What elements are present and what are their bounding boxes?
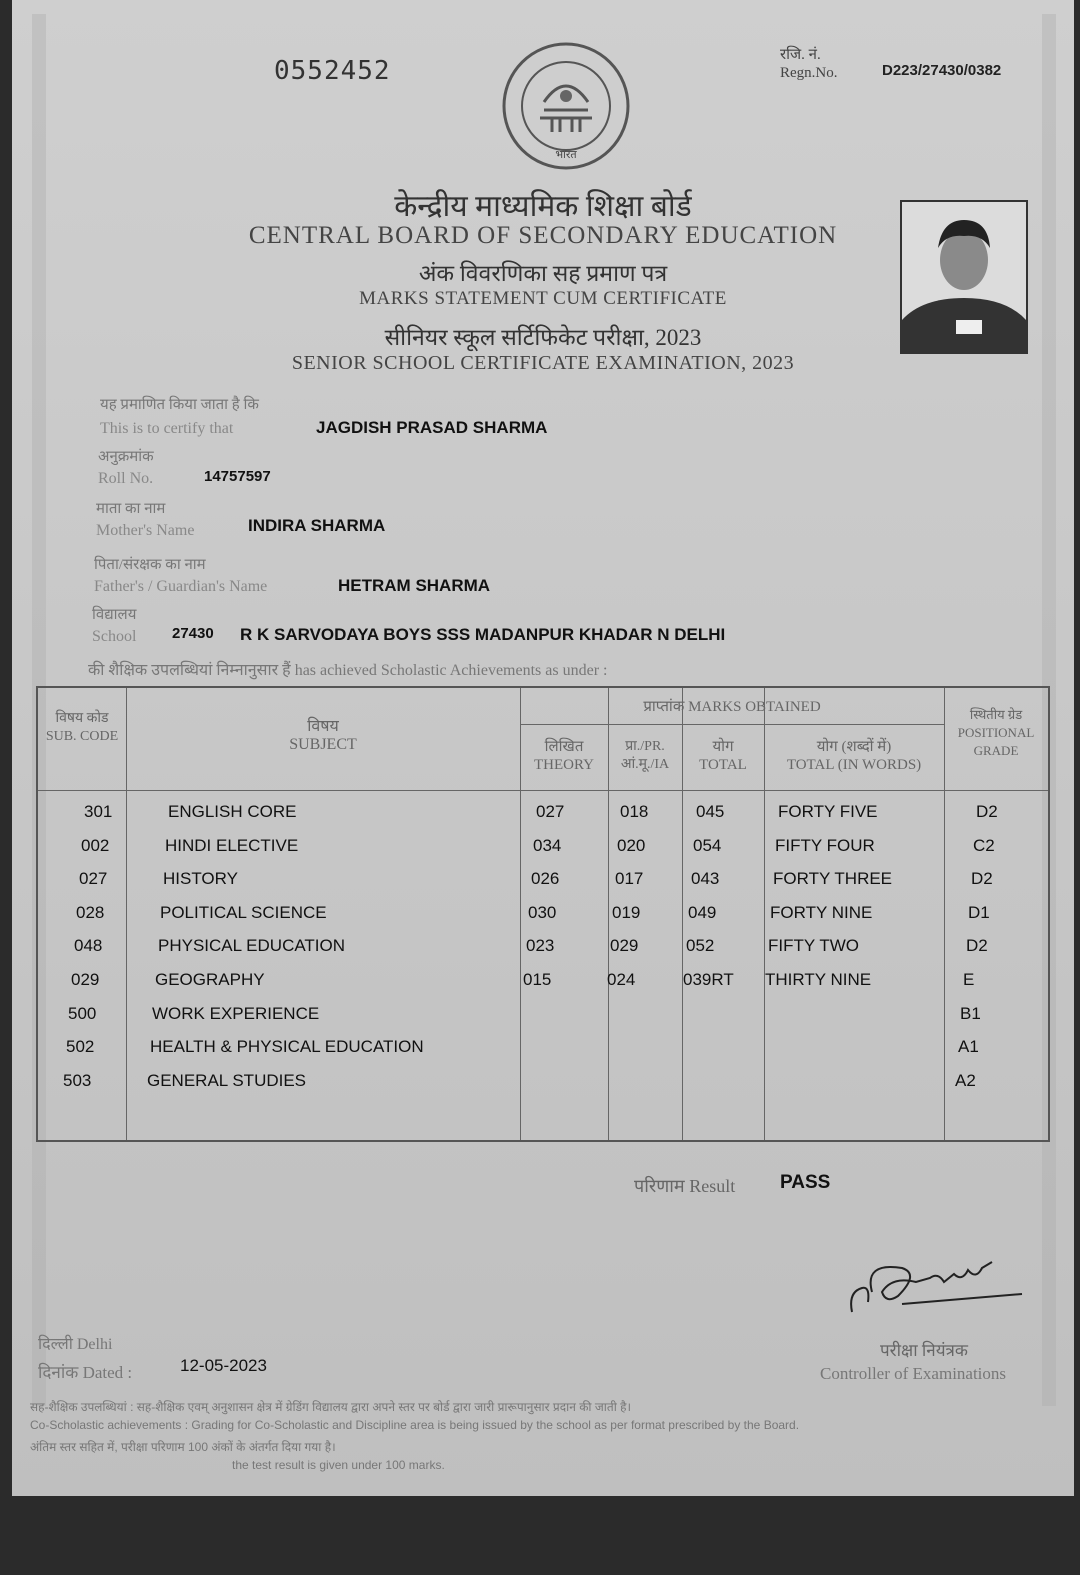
father-name: HETRAM SHARMA (338, 576, 491, 595)
board-name-english: CENTRAL BOARD OF SECONDARY EDUCATION (248, 222, 838, 249)
cell-words: THIRTY NINE (765, 970, 872, 989)
table-row (38, 998, 1048, 1031)
regn-label-en: Regn.No. (780, 65, 838, 81)
dated-label: दिनांक Dated : (38, 1363, 133, 1382)
cell-subject: PHYSICAL EDUCATION (158, 936, 346, 956)
roll-number: 14757597 (204, 468, 271, 485)
controller-title-english: Controller of Examinations (820, 1364, 1007, 1383)
statement-title-hindi: अंक विवरणिका सह प्रमाण पत्र (418, 261, 668, 286)
school-name: R K SARVODAYA BOYS SSS MADANPUR KHADAR N DELHI (240, 625, 726, 644)
table-row (38, 1031, 1048, 1064)
certify-label-english: This is to certify that (100, 420, 234, 437)
table-row (38, 1065, 1048, 1098)
cell-pr: 029 (610, 936, 639, 956)
cell-subject: WORK EXPERIENCE (152, 1003, 320, 1023)
cell-code: 028 (76, 902, 105, 922)
achievements-line (88, 658, 607, 680)
certify-label-hindi: यह प्रमाणित किया जाता है कि (100, 397, 259, 413)
achievements-hindi: की शैक्षिक उपलब्धियां निम्नानुसार हैं (88, 662, 291, 679)
cell-code: 002 (81, 835, 110, 855)
cell-theory: 030 (528, 902, 557, 922)
school-code: 27430 (172, 625, 214, 642)
cell-grade: C2 (973, 835, 995, 855)
cell-words: FORTY FIVE (778, 802, 878, 821)
cell-code: 502 (66, 1037, 95, 1057)
cell-words: FORTY THREE (773, 869, 893, 889)
table-row (38, 796, 1048, 829)
cell-words: FORTY NINE (770, 902, 873, 922)
cell-total: 045 (696, 802, 725, 821)
person-icon (902, 202, 1026, 352)
cell-code: 048 (74, 936, 103, 956)
table-row (38, 830, 1048, 863)
cell-total: 043 (691, 869, 720, 889)
controller-title-hindi: परीक्षा नियंत्रक (880, 1341, 968, 1360)
cell-total: 049 (688, 902, 717, 922)
table-row (38, 897, 1048, 930)
cell-theory: 015 (523, 970, 552, 989)
marks-certificate (12, 0, 1074, 1496)
candidate-name: JAGDISH PRASAD SHARMA (316, 418, 548, 437)
cell-theory: 026 (531, 869, 560, 889)
cell-code: 503 (63, 1070, 92, 1090)
table-row (38, 930, 1048, 963)
serial-number: 0552452 (274, 56, 391, 86)
cell-grade: B1 (960, 1003, 981, 1023)
cell-grade: D1 (968, 902, 990, 922)
cell-code: 500 (68, 1003, 97, 1023)
cell-total: 039RT (683, 970, 734, 989)
cell-grade: D2 (976, 802, 998, 821)
header-theory: लिखित THEORY (534, 739, 594, 773)
header-marks-obtained: प्राप्तांक MARKS OBTAINED (643, 699, 821, 715)
regn-label (780, 46, 838, 82)
father-label-english: Father's / Guardian's Name (94, 578, 268, 595)
cbse-emblem-icon (500, 40, 632, 172)
controller-signature (842, 1252, 1032, 1322)
cell-code: 029 (71, 970, 100, 989)
cell-subject: HEALTH & PHYSICAL EDUCATION (150, 1037, 424, 1057)
cell-pr: 019 (612, 902, 641, 922)
result-label: परिणाम Result (634, 1176, 736, 1196)
cell-theory: 023 (526, 936, 555, 956)
place: दिल्ली Delhi (38, 1336, 113, 1353)
header-practical: प्रा./PR. आं.मू./IA (620, 739, 670, 772)
header-sub-code: विषय कोड SUB. CODE (45, 711, 119, 744)
cell-grade: A2 (955, 1070, 976, 1090)
cell-words: FIFTY FOUR (775, 835, 875, 855)
header-subject: विषय SUBJECT (289, 718, 357, 753)
table-row (38, 964, 1048, 997)
issue-date: 12-05-2023 (180, 1356, 267, 1375)
roll-label-hindi: अनुक्रमांक (98, 449, 154, 465)
cell-subject: GEOGRAPHY (155, 970, 265, 989)
regn-label-hi: रजि. नं. (780, 47, 821, 63)
cell-subject: HISTORY (163, 869, 238, 889)
emblem-text: भारत (555, 149, 577, 161)
statement-title-english: MARKS STATEMENT CUM CERTIFICATE (359, 288, 727, 309)
result-value: PASS (780, 1172, 831, 1193)
cell-grade: A1 (958, 1037, 979, 1057)
candidate-photo (900, 200, 1028, 354)
cell-pr: 024 (607, 970, 636, 989)
cell-pr: 018 (620, 802, 649, 821)
father-label-hindi: पिता/संरक्षक का नाम (94, 557, 206, 573)
marks-table (36, 686, 1050, 1142)
cell-total: 052 (686, 936, 715, 956)
footnote-hindi-1: सह-शैक्षिक उपलब्धियां : सह-शैक्षिक एवम् अनुशासन क्षेत्र में ग्रेडिंग विद्यालय द्वारा अपने स्तर पर बोर्ड द्वारा जारी प्रारूपानुसार प्रदान की जाती है। (30, 1400, 632, 1414)
achievements-english: has achieved Scholastic Achievements as under : (294, 662, 608, 679)
cell-pr: 020 (617, 835, 646, 855)
mother-name: INDIRA SHARMA (248, 516, 386, 535)
cell-grade: D2 (971, 869, 993, 889)
mother-label-hindi: माता का नाम (96, 501, 166, 517)
footnote-english-1: Co-Scholastic achievements : Grading for Co-Scholastic and Discipline area is being issued by the school as per format prescribed by the Board. (30, 1418, 800, 1432)
cell-subject: HINDI ELECTIVE (165, 835, 299, 855)
table-row (38, 863, 1048, 896)
mother-label-english: Mother's Name (96, 522, 195, 539)
school-label-english: School (92, 628, 137, 645)
exam-title-english: SENIOR SCHOOL CERTIFICATE EXAMINATION, 2023 (291, 352, 795, 374)
cell-subject: POLITICAL SCIENCE (160, 902, 327, 922)
cell-subject: ENGLISH CORE (168, 802, 297, 821)
regn-number: D223/27430/0382 (882, 62, 1002, 79)
cell-grade: E (963, 970, 975, 989)
board-name-hindi: केन्द्रीय माध्यमिक शिक्षा बोर्ड (394, 190, 692, 223)
exam-title-hindi: सीनियर स्कूल सर्टिफिकेट परीक्षा, 2023 (384, 325, 702, 350)
footnote-hindi-2: अंतिम स्तर सहित में, परीक्षा परिणाम 100 अंकों के अंतर्गत दिया गया है। (30, 1440, 336, 1454)
school-label-hindi: विद्यालय (92, 607, 137, 623)
cell-subject: GENERAL STUDIES (147, 1070, 307, 1090)
footnote-english-2: the test result is given under 100 marks. (232, 1458, 445, 1472)
cell-total: 054 (693, 835, 722, 855)
header-total-words: योग (शब्दों में) TOTAL (IN WORDS) (786, 739, 922, 773)
cell-grade: D2 (966, 936, 988, 956)
cell-pr: 017 (615, 869, 644, 889)
cell-theory: 027 (536, 802, 565, 821)
header-total: योग TOTAL (699, 739, 747, 773)
cell-words: FIFTY TWO (768, 936, 859, 956)
cell-code: 301 (84, 802, 113, 821)
cell-theory: 034 (533, 835, 562, 855)
cell-code: 027 (79, 869, 108, 889)
header-grade: स्थितीय ग्रेड POSITIONAL GRADE (957, 707, 1035, 758)
roll-label-english: Roll No. (98, 470, 154, 487)
